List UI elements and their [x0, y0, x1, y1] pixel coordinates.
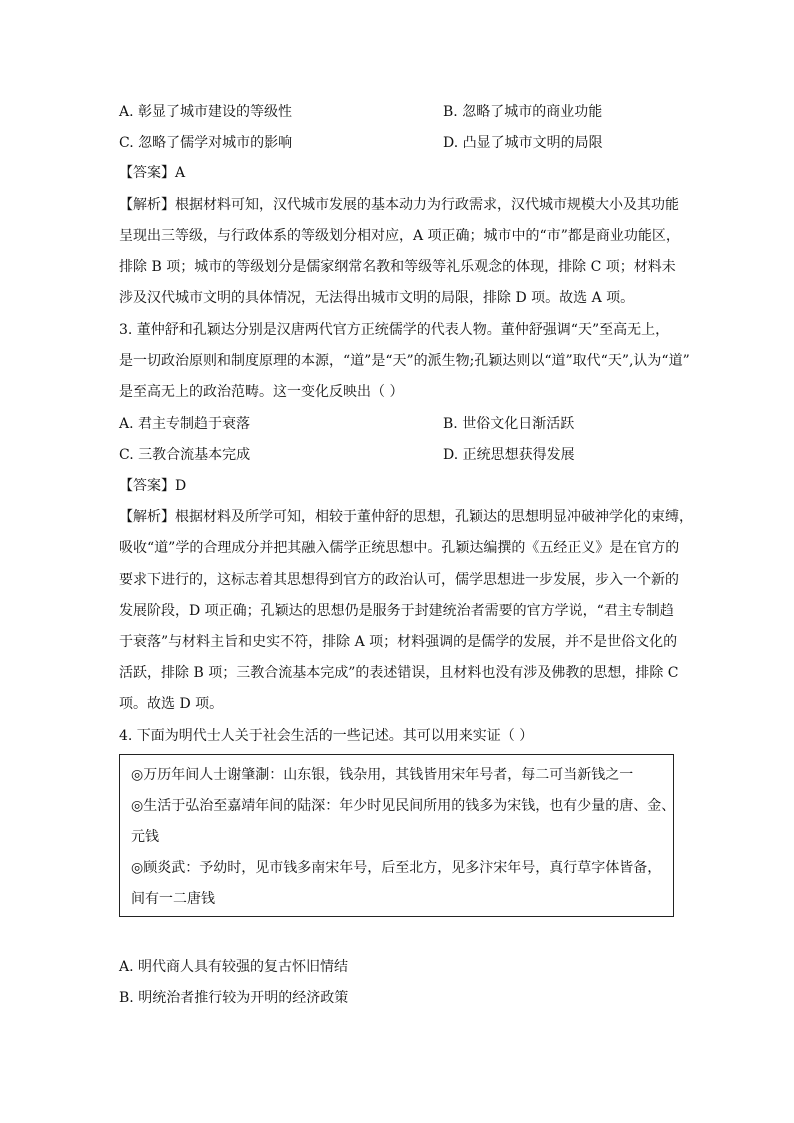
q3-stem-line-3: 是至高无上的政治范畴。这一变化反映出（ ）	[119, 384, 404, 400]
q3-answer: 【答案】D	[119, 478, 187, 494]
q4-material-line-3: 元钱	[131, 829, 159, 845]
q2-option-c: C. 忽略了儒学对城市的影响	[119, 135, 293, 151]
q3-analysis-line-2: 吸收“道”学的合理成分并把其融入儒学正统思想中。孔颖达编撰的《五经正义》是在官方的	[119, 540, 680, 556]
q4-material-line-4: ◎顾炎武：予幼时，见市钱多南宋年号，后至北方，见多汴宋年号，真行草字体皆备，	[131, 860, 662, 876]
q3-option-a: A. 君主专制趋于衰落	[119, 416, 251, 432]
q2-option-b: B. 忽略了城市的商业功能	[443, 104, 603, 120]
q4-option-b: B. 明统治者推行较为开明的经济政策	[119, 990, 349, 1006]
q4-stem: 4. 下面为明代士人关于社会生活的一些记述。其可以用来实证（ ）	[119, 728, 534, 744]
q4-material-box	[119, 754, 674, 917]
q2-analysis-line-2: 呈现出三等级，与行政体系的等级划分相对应，A 项正确；城市中的“市”都是商业功能区，	[119, 228, 680, 244]
q2-analysis-line-4: 涉及汉代城市文明的具体情况，无法得出城市文明的局限，排除 D 项。故选 A 项。	[119, 290, 635, 306]
q2-analysis-line-3: 排除 B 项；城市的等级划分是儒家纲常名教和等级等礼乐观念的体现，排除 C 项；材料未	[119, 259, 676, 275]
q2-option-d: D. 凸显了城市文明的局限	[443, 135, 603, 151]
q4-material-line-1: ◎万历年间人士谢肇淛：山东银，钱杂用，其钱皆用宋年号者，每二可当新钱之一	[131, 767, 634, 783]
q3-analysis-line-5: 于衰落”与材料主旨和史实不符，排除 A 项；材料强调的是儒学的发展，并不是世俗文化的	[119, 634, 678, 650]
q2-option-a: A. 彰显了城市建设的等级性	[119, 104, 293, 120]
q3-analysis-line-1: 【解析】根据材料及所学可知，相较于董仲舒的思想，孔颖达的思想明显冲破神学化的束缚，	[119, 509, 693, 525]
q3-stem-line-2: 是一切政治原则和制度原理的本源，“道”是“天”的派生物;孔颖达则以“道”取代“天”,认为“道”	[119, 353, 690, 369]
q3-stem-line-1: 3. 董仲舒和孔颖达分别是汉唐两代官方正统儒学的代表人物。董仲舒强调“天”至高无上，	[119, 322, 670, 338]
q4-material-line-2: ◎生活于弘治至嘉靖年间的陆深：年少时见民间所用的钱多为宋钱，也有少量的唐、金、	[131, 798, 676, 814]
q4-option-a: A. 明代商人具有较强的复古怀旧情结	[119, 959, 349, 975]
q3-option-d: D. 正统思想获得发展	[443, 447, 575, 463]
q3-analysis-line-7: 项。故选 D 项。	[119, 696, 224, 712]
q3-analysis-line-6: 活跃，排除 B 项；三教合流基本完成”的表述错误，且材料也没有涉及佛教的思想，排除 C	[119, 665, 679, 681]
q3-option-c: C. 三教合流基本完成	[119, 447, 251, 463]
q4-material-line-5: 间有一二唐钱	[131, 891, 215, 907]
q3-option-b: B. 世俗文化日渐活跃	[443, 416, 575, 432]
q2-answer: 【答案】A	[119, 165, 186, 181]
q3-analysis-line-4: 发展阶段，D 项正确；孔颖达的思想仍是服务于封建统治者需要的官方学说，“君主专制趋	[119, 603, 674, 619]
q2-analysis-line-1: 【解析】根据材料可知，汉代城市发展的基本动力为行政需求，汉代城市规模大小及其功能	[119, 197, 679, 213]
q3-analysis-line-3: 要求下进行的，这标志着其思想得到官方的政治认可，儒学思想进一步发展，步入一个新的	[119, 572, 679, 588]
